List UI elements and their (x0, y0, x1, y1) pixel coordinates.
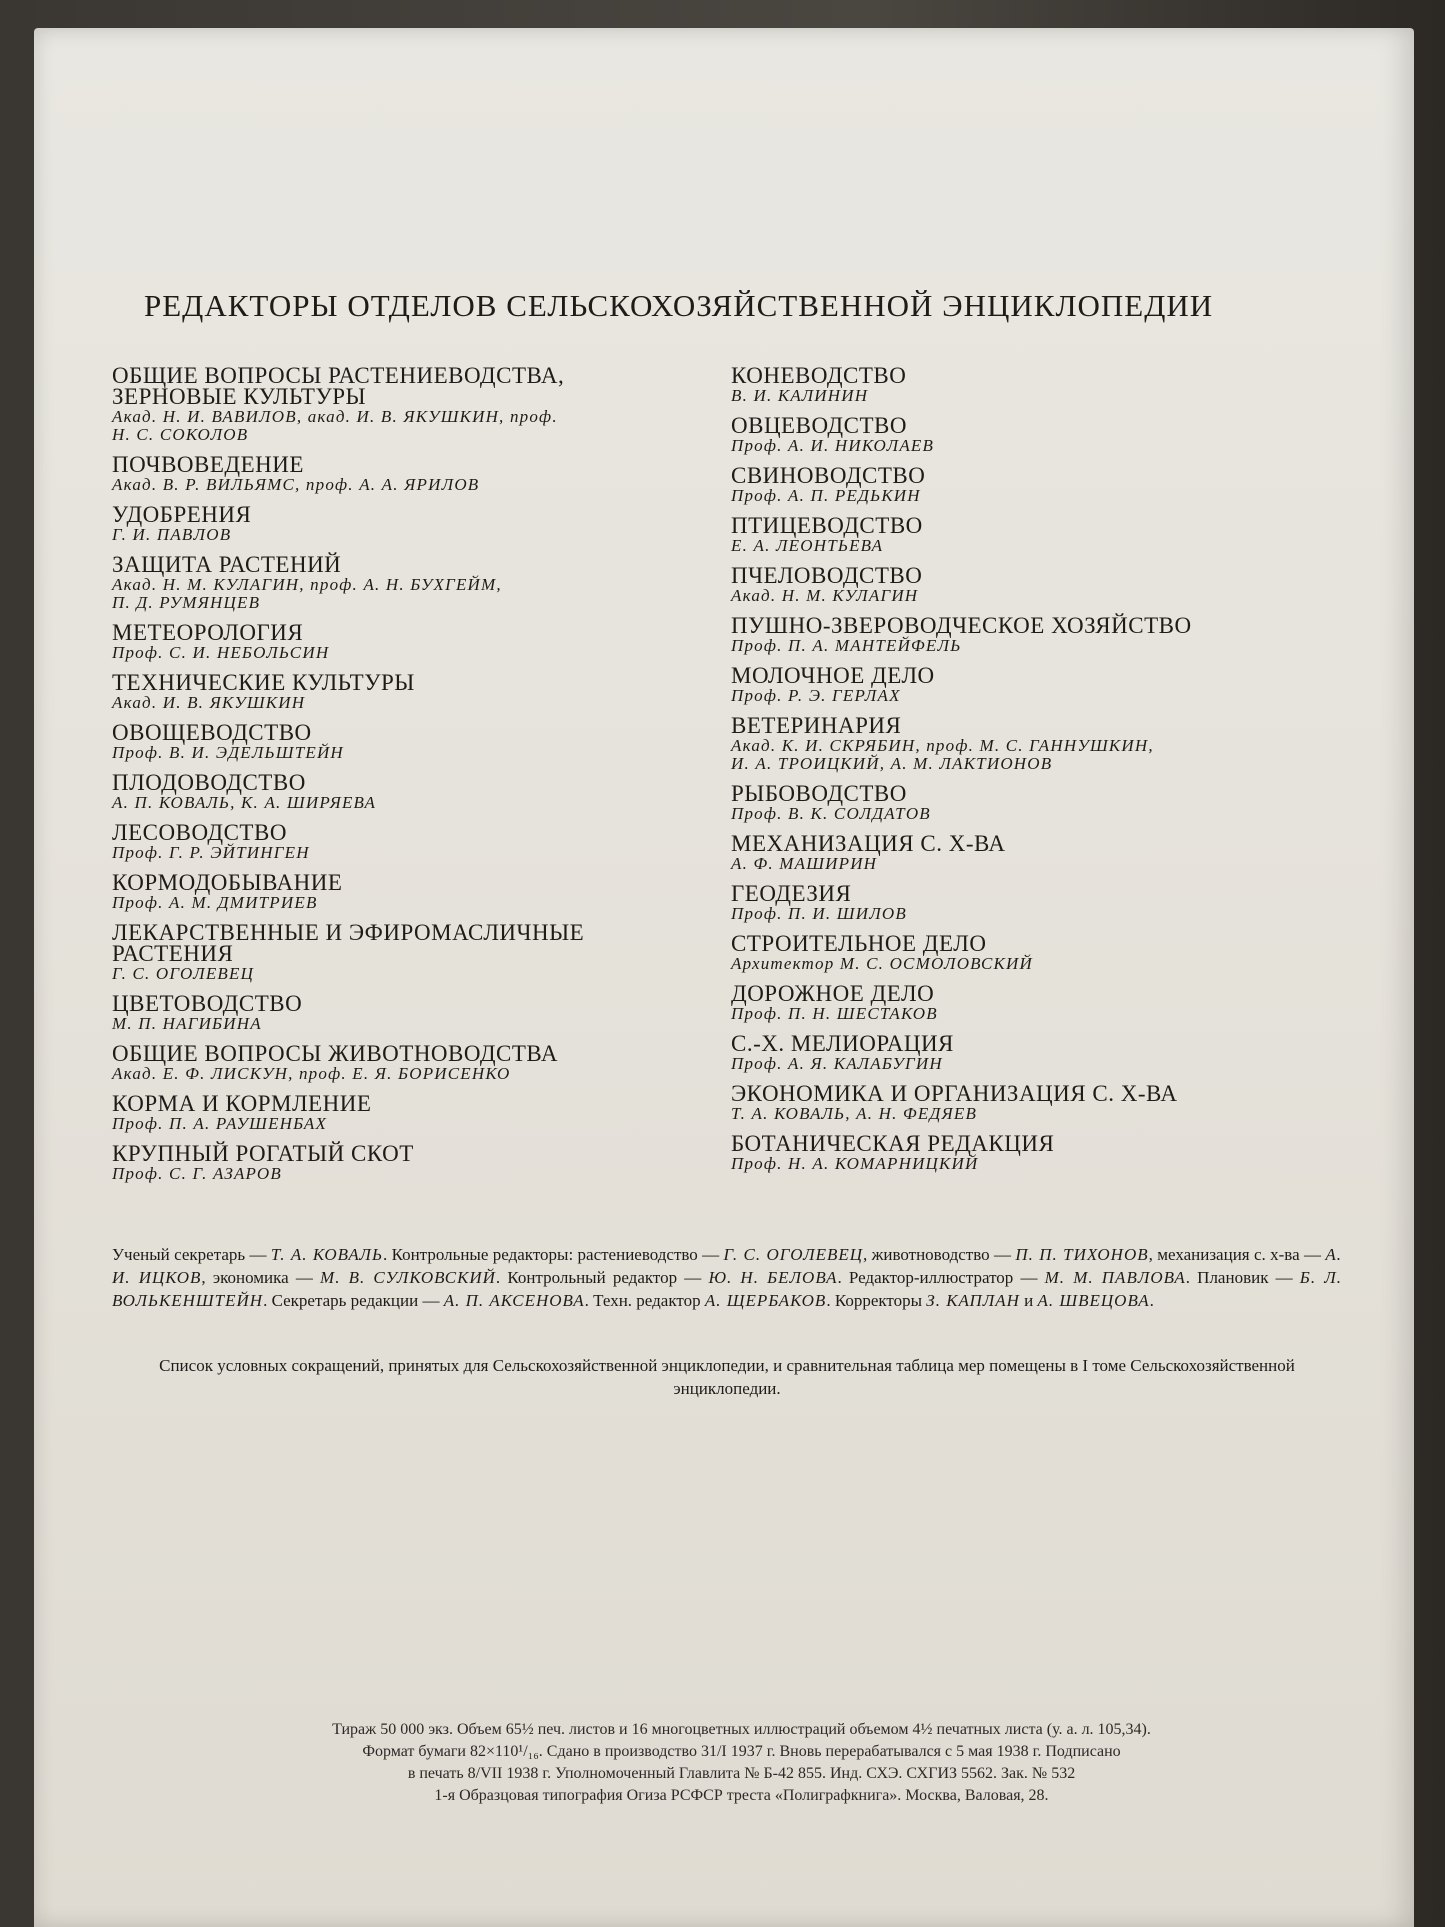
section-title: ОБЩИЕ ВОПРОСЫ РАСТЕНИЕВОДСТВА, ЗЕРНОВЫЕ КУЛЬТУРЫ (112, 363, 565, 409)
section-title: ОБЩИЕ ВОПРОСЫ ЖИВОТНОВОДСТВА (112, 1041, 558, 1066)
section-title: ПЧЕЛОВОДСТВО (731, 563, 923, 588)
editor-section (731, 933, 1351, 973)
credit-text: , экономика — (201, 1268, 321, 1287)
section-title: ВЕТЕРИНАРИЯ (731, 713, 902, 738)
editor-section (731, 615, 1351, 655)
section-title: ЭКОНОМИКА И ОРГАНИЗАЦИЯ С. Х-ВА (731, 1081, 1178, 1106)
section-title: ЛЕКАРСТВЕННЫЕ И ЭФИРОМАСЛИЧНЫЕ РАСТЕНИЯ (112, 920, 585, 966)
section-title: МЕХАНИЗАЦИЯ С. Х-ВА (731, 831, 1006, 856)
section-editors: Проф. Н. А. КОМАРНИЦКИЙ (731, 1154, 979, 1173)
section-editors: Проф. Г. Р. ЭЙТИНГЕН (112, 843, 310, 862)
section-title: ЦВЕТОВОДСТВО (112, 991, 303, 1016)
credit-text: . Контрольные редакторы: растениеводство — (382, 1245, 724, 1264)
section-editors: А. П. КОВАЛЬ, К. А. ШИРЯЕВА (112, 793, 377, 812)
editor-section (112, 554, 712, 612)
editor-section (731, 833, 1351, 873)
editor-section (731, 1033, 1351, 1073)
section-title: ЗАЩИТА РАСТЕНИЙ (112, 552, 342, 577)
section-editors: Проф. В. И. ЭДЕЛЬШТЕЙН (112, 743, 344, 762)
section-editors: Проф. П. Н. ШЕСТАКОВ (731, 1004, 938, 1023)
editor-section (112, 872, 712, 912)
editor-section (112, 772, 712, 812)
credit-text: . Техн. редактор (584, 1291, 705, 1310)
credit-name: М. В. СУЛКОВСКИЙ (320, 1268, 496, 1287)
editor-section (731, 465, 1351, 505)
section-title: ДОРОЖНОЕ ДЕЛО (731, 981, 935, 1006)
section-editors: Г. И. ПАВЛОВ (112, 525, 232, 544)
editors-right-column (731, 365, 1351, 1183)
section-editors: Проф. С. Г. АЗАРОВ (112, 1164, 282, 1183)
credit-name: А. П. АКСЕНОВА (443, 1291, 585, 1310)
editor-section (112, 722, 712, 762)
section-title: ПУШНО-ЗВЕРОВОДЧЕСКОЕ ХОЗЯЙСТВО (731, 613, 1192, 638)
staff-credits (112, 1243, 1342, 1312)
credit-name: А. И. ИЦКОВ (112, 1245, 1343, 1287)
editor-section (112, 922, 712, 983)
credit-name: Ю. Н. БЕЛОВА (708, 1268, 838, 1287)
section-editors: Проф. П. И. ШИЛОВ (731, 904, 907, 923)
section-title: ОВОЩЕВОДСТВО (112, 720, 312, 745)
section-title: РЫБОВОДСТВО (731, 781, 907, 806)
section-editors: Акад. Н. И. ВАВИЛОВ, акад. И. В. ЯКУШКИН, проф. Н. С. СОКОЛОВ (112, 407, 558, 444)
credit-text: . Плановик — (1185, 1268, 1300, 1287)
editors-left-column (112, 365, 712, 1193)
book-page (34, 28, 1414, 1927)
section-editors: Проф. А. Я. КАЛАБУГИН (731, 1054, 943, 1073)
section-title: ГЕОДЕЗИЯ (731, 881, 852, 906)
credit-name: З. КАПЛАН (926, 1291, 1020, 1310)
abbreviations-note: Список условных сокращений, принятых для Сельскохозяйственной энциклопедии, и сравнительная таблица мер помещены в I томе Сельскохозяйственной энциклопедии. (159, 1356, 1295, 1398)
section-editors: Проф. А. М. ДМИТРИЕВ (112, 893, 318, 912)
section-editors: Г. С. ОГОЛЕВЕЦ (112, 964, 255, 983)
credit-text: . Секретарь редакции — (263, 1291, 444, 1310)
section-editors: Проф. С. И. НЕБОЛЬСИН (112, 643, 330, 662)
editor-section (112, 1093, 712, 1133)
section-title: КОНЕВОДСТВО (731, 363, 907, 388)
page-title: РЕДАКТОРЫ ОТДЕЛОВ СЕЛЬСКОХОЗЯЙСТВЕННОЙ ЭНЦИКЛОПЕДИИ (144, 288, 1214, 323)
section-editors: Акад. Н. М. КУЛАГИН, проф. А. Н. БУХГЕЙМ, П. Д. РУМЯНЦЕВ (112, 575, 502, 612)
credit-text: . Редактор-иллюстратор — (837, 1268, 1045, 1287)
section-title: С.-Х. МЕЛИОРАЦИЯ (731, 1031, 954, 1056)
editor-section (731, 415, 1351, 455)
section-title: БОТАНИЧЕСКАЯ РЕДАКЦИЯ (731, 1131, 1055, 1156)
section-editors: А. Ф. МАШИРИН (731, 854, 878, 873)
editor-section (112, 993, 712, 1033)
section-editors: Акад. Н. М. КУЛАГИН (731, 586, 919, 605)
section-editors: М. П. НАГИБИНА (112, 1014, 262, 1033)
editor-section (112, 1043, 712, 1083)
editor-section (731, 715, 1351, 773)
editor-section (731, 365, 1351, 405)
section-editors: Т. А. КОВАЛЬ, А. Н. ФЕДЯЕВ (731, 1104, 978, 1123)
credit-name: А. ЩЕРБАКОВ (704, 1291, 827, 1310)
editor-section (731, 983, 1351, 1023)
section-title: ТЕХНИЧЕСКИЕ КУЛЬТУРЫ (112, 670, 415, 695)
editor-section (731, 783, 1351, 823)
section-editors: Архитектор М. С. ОСМОЛОВСКИЙ (731, 954, 1033, 973)
section-editors: Акад. И. В. ЯКУШКИН (112, 693, 306, 712)
credit-text: , механизация с. х-ва — (1148, 1245, 1326, 1264)
editor-section (112, 672, 712, 712)
section-editors: Акад. Е. Ф. ЛИСКУН, проф. Е. Я. БОРИСЕНКО (112, 1064, 511, 1083)
section-title: КОРМОДОБЫВАНИЕ (112, 870, 343, 895)
editor-section (731, 1133, 1351, 1173)
section-title: СВИНОВОДСТВО (731, 463, 926, 488)
editor-section (731, 565, 1351, 605)
credit-text: , животноводство — (863, 1245, 1016, 1264)
credit-name: П. П. ТИХОНОВ (1015, 1245, 1149, 1264)
credit-name: М. М. ПАВЛОВА (1044, 1268, 1186, 1287)
section-title: УДОБРЕНИЯ (112, 502, 252, 527)
credit-name: Г. С. ОГОЛЕВЕЦ (723, 1245, 864, 1264)
credit-text: и (1019, 1291, 1038, 1310)
section-title: МЕТЕОРОЛОГИЯ (112, 620, 304, 645)
editor-section (112, 365, 712, 444)
editor-section (731, 515, 1351, 555)
section-title: КОРМА И КОРМЛЕНИЕ (112, 1091, 372, 1116)
credit-name: Б. Л. ВОЛЬКЕНШТЕЙН (112, 1268, 1343, 1310)
credit-text: . Корректоры (826, 1291, 927, 1310)
section-title: СТРОИТЕЛЬНОЕ ДЕЛО (731, 931, 987, 956)
section-editors: Проф. А. П. РЕДЬКИН (731, 486, 921, 505)
editor-section (731, 1083, 1351, 1123)
section-title: ПЛОДОВОДСТВО (112, 770, 306, 795)
credit-text: Ученый секретарь — (112, 1245, 271, 1264)
editor-section (112, 622, 712, 662)
editor-section (112, 454, 712, 494)
section-editors: Проф. П. А. РАУШЕНБАХ (112, 1114, 328, 1133)
credit-name: А. ШВЕЦОВА (1037, 1291, 1150, 1310)
section-editors: Проф. П. А. МАНТЕЙФЕЛЬ (731, 636, 962, 655)
editor-section (731, 883, 1351, 923)
section-editors: Проф. В. К. СОЛДАТОВ (731, 804, 931, 823)
editor-section (731, 665, 1351, 705)
editor-section (112, 504, 712, 544)
section-editors: В. И. КАЛИНИН (731, 386, 869, 405)
section-title: ПТИЦЕВОДСТВО (731, 513, 923, 538)
section-editors: Е. А. ЛЕОНТЬЕВА (731, 536, 884, 555)
section-title: ЛЕСОВОДСТВО (112, 820, 287, 845)
editor-section (112, 1143, 712, 1183)
print-imprint: Тираж 50 000 экз. Объем 65½ печ. листов и 16 многоцветных иллюстраций объемом 4½ печатных листа (у. а. л. 105,34). Формат бумаги 82×110¹/₁₆. Сдано в производство 31/I 1937 г. Вновь перерабатывался с 5 мая 1938 г. Подписано в печать 8/VII 1938 г. Уполномоченный Главлита № Б-42 855. Инд. СХЭ. СХГИЗ 5562. Зак. № 532 1-я Образцовая типография Огиза РСФСР треста «Полиграфкнига». Москва, Валовая, 28. (332, 1721, 1151, 1804)
section-title: ОВЦЕВОДСТВО (731, 413, 907, 438)
section-editors: Акад. В. Р. ВИЛЬЯМС, проф. А. А. ЯРИЛОВ (112, 475, 480, 494)
credit-text: . (1149, 1291, 1154, 1310)
section-editors: Акад. К. И. СКРЯБИН, проф. М. С. ГАННУШКИН, И. А. ТРОИЦКИЙ, А. М. ЛАКТИОНОВ (731, 736, 1154, 773)
section-title: МОЛОЧНОЕ ДЕЛО (731, 663, 935, 688)
editor-section (112, 822, 712, 862)
section-editors: Проф. А. И. НИКОЛАЕВ (731, 436, 935, 455)
credit-name: Т. А. КОВАЛЬ (270, 1245, 383, 1264)
section-title: КРУПНЫЙ РОГАТЫЙ СКОТ (112, 1141, 414, 1166)
section-title: ПОЧВОВЕДЕНИЕ (112, 452, 304, 477)
section-editors: Проф. Р. Э. ГЕРЛАХ (731, 686, 901, 705)
credit-text: . Контрольный редактор — (495, 1268, 709, 1287)
